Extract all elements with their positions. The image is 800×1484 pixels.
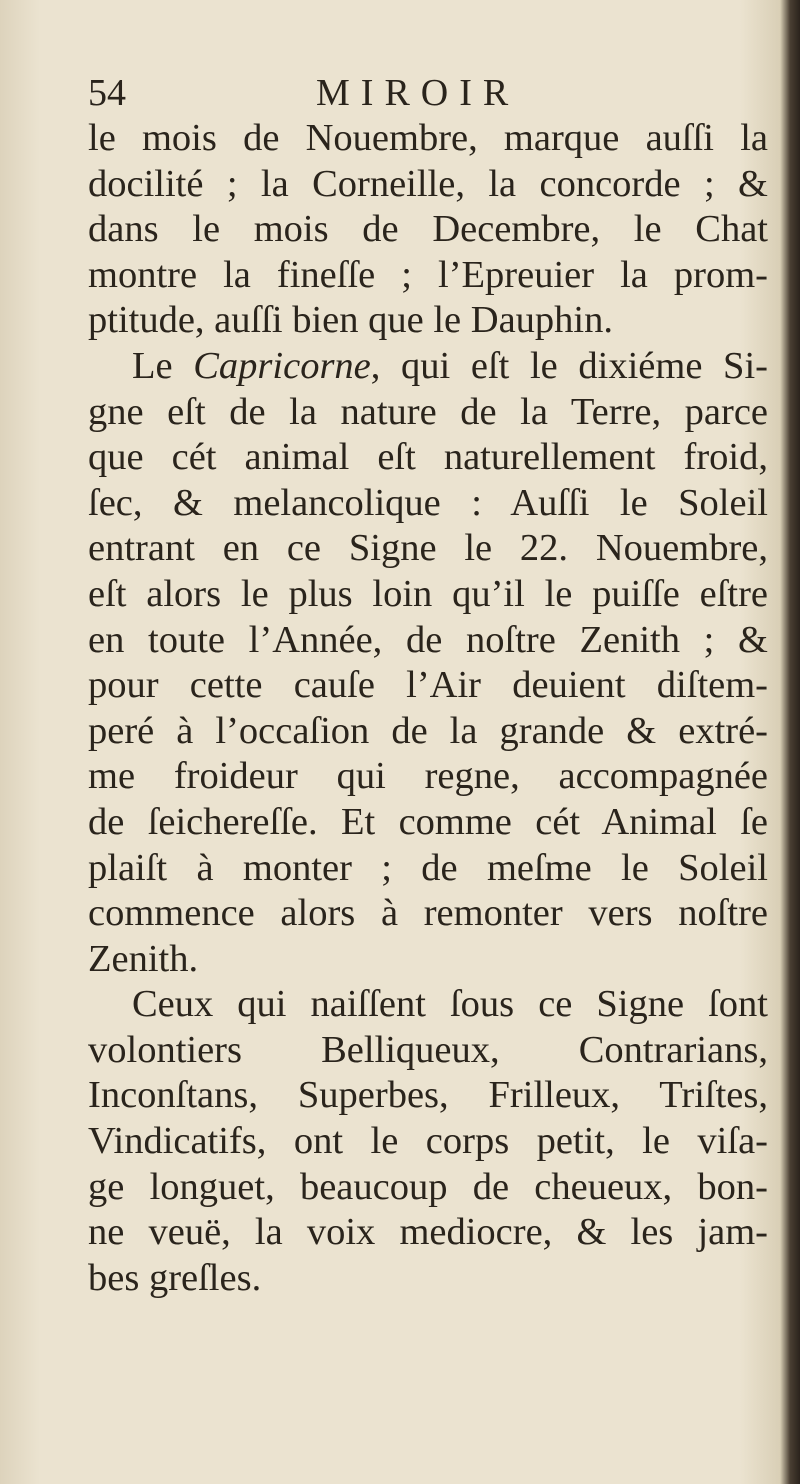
- text-line: ſec, & melancolique : Auſſi le Soleil: [88, 481, 768, 524]
- text-segment: Le: [132, 344, 194, 387]
- text-line: montre la fineſſe ; l’Epreuier la prom-: [88, 253, 768, 296]
- text-line: Zenith.: [88, 937, 199, 980]
- text-line: pour cette cauſe l’Air deuient diſtem-: [88, 664, 768, 707]
- text-line: peré à l’occaſion de la grande & extré-: [88, 709, 768, 752]
- text-line: volontiers Belliqueux, Contrarians,: [88, 1028, 768, 1071]
- text-line: docilité ; la Corneille, la concorde ; &: [88, 162, 768, 205]
- text-line: le mois de Nouembre, marque auſſi la: [88, 117, 768, 159]
- text-line: Ceux qui naiſſent ſous ce Signe ſont: [132, 983, 768, 1026]
- running-title: MIROIR: [316, 72, 520, 114]
- text-line: gne eſt de la nature de la Terre, parce: [88, 390, 768, 433]
- text-line: eſt alors le plus loin qu’il le puiſſe eſtre: [88, 572, 768, 615]
- text-line: de ſeichereſſe. Et comme cét Animal ſe: [88, 800, 768, 843]
- text-segment: , qui eſt le dixiéme Si-: [370, 344, 768, 387]
- text-line: commence alors à remonter vers noſtre: [88, 892, 768, 935]
- text-line: Inconſtans, Superbes, Frilleux, Triſtes,: [88, 1074, 768, 1117]
- text-line: entrant en ce Signe le 22. Nouembre,: [88, 527, 768, 570]
- text-line: plaiſt à monter ; de meſme le Soleil: [88, 846, 768, 889]
- text-line: que cét animal eſt naturellement froid,: [88, 436, 768, 479]
- text-line: ptitude, auſſi bien que le Dauphin.: [88, 299, 613, 342]
- text-line: bes greſles.: [88, 1256, 262, 1299]
- text-line: ge longuet, beaucoup de cheueux, bon-: [88, 1165, 768, 1208]
- text-line: me froideur qui regne, accompagnée: [88, 755, 768, 798]
- text-line: ne veuë, la voix mediocre, & les jam-: [88, 1211, 768, 1254]
- italic-term: Capricorne: [193, 344, 371, 387]
- text-line: en toute l’Année, de noſtre Zenith ; &: [88, 618, 768, 661]
- text-line: [88, 344, 768, 390]
- text-line: Vindicatifs, ont le corps petit, le viſa-: [88, 1120, 768, 1163]
- body-text: [88, 116, 768, 1301]
- text-line: dans le mois de Decembre, le Chat: [88, 208, 768, 251]
- page-number: 54: [88, 72, 126, 114]
- page-header: [88, 68, 608, 118]
